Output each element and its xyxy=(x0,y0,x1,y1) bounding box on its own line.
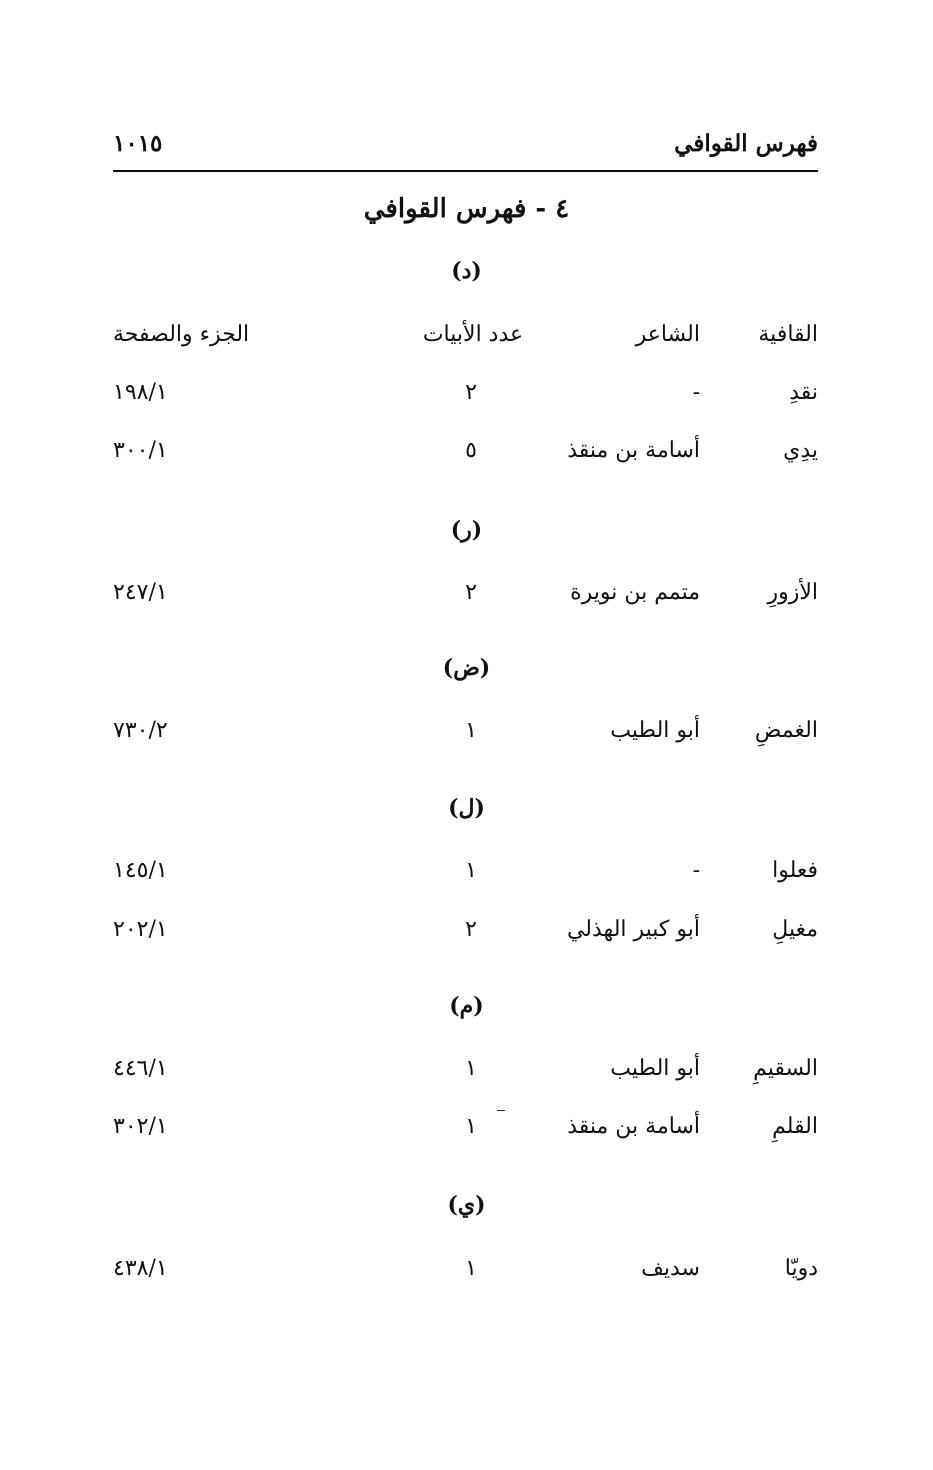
table-row xyxy=(113,718,818,754)
volume-page-cell: ٤٣٨/١ xyxy=(113,1256,168,1281)
poet-cell: - xyxy=(692,858,700,883)
table-row xyxy=(113,917,818,953)
rhyme-cell: فعلوا xyxy=(772,858,818,883)
rhyme-cell: القلمِ xyxy=(772,1114,818,1139)
rhyme-cell: السقيمِ xyxy=(753,1056,818,1081)
verse-count-cell: ١ xyxy=(465,858,477,883)
stray-ink-mark xyxy=(497,1110,505,1111)
page-number: ١٠١٥ xyxy=(113,130,163,157)
volume-page-cell: ١٤٥/١ xyxy=(113,858,168,883)
rhyme-cell: الغمضِ xyxy=(754,718,818,743)
table-row xyxy=(113,1114,818,1150)
letter-heading-ra: (ر) xyxy=(450,517,483,543)
column-header-poet: الشاعر xyxy=(635,322,700,347)
letter-heading-ya: (ي) xyxy=(447,1192,486,1218)
rhyme-cell: نقدِ xyxy=(789,380,818,405)
rhyme-cell: مغيلِ xyxy=(772,917,818,942)
volume-page-cell: ٣٠٢/١ xyxy=(113,1114,168,1139)
table-row xyxy=(113,1056,818,1092)
column-header-volume-page: الجزء والصفحة xyxy=(113,322,250,347)
poet-cell: أبو الطيب xyxy=(610,718,700,743)
section-title: ٤ - فهرس القوافي xyxy=(363,194,570,224)
table-row xyxy=(113,380,818,416)
verse-count-cell: ١ xyxy=(465,1114,477,1139)
volume-page-cell: ٢٠٢/١ xyxy=(113,917,168,942)
verse-count-cell: ٢ xyxy=(465,380,477,405)
letter-heading-lam: (ل) xyxy=(448,795,485,821)
verse-count-cell: ١ xyxy=(465,1056,477,1081)
column-header-verse-count: عدد الأبيات xyxy=(422,322,524,347)
rhyme-cell: الأزورِ xyxy=(767,580,818,605)
verse-count-cell: ١ xyxy=(465,1256,477,1281)
letter-heading-dal: (د) xyxy=(451,258,482,284)
verse-count-cell: ٥ xyxy=(465,438,477,463)
poet-cell: أبو الطيب xyxy=(610,1056,700,1081)
table-row xyxy=(113,438,818,474)
poet-cell: متمم بن نويرة xyxy=(570,580,700,605)
verse-count-cell: ٢ xyxy=(465,580,477,605)
poet-cell: - xyxy=(692,380,700,405)
volume-page-cell: ٧٣٠/٢ xyxy=(113,718,168,743)
letter-heading-dad: (ض) xyxy=(442,655,491,681)
volume-page-cell: ٣٠٠/١ xyxy=(113,438,168,463)
volume-page-cell: ١٩٨/١ xyxy=(113,380,168,405)
table-row xyxy=(113,1256,818,1292)
table-row xyxy=(113,580,818,616)
header-rule xyxy=(113,170,818,172)
verse-count-cell: ٢ xyxy=(465,917,477,942)
running-title: فهرس القوافي xyxy=(674,130,818,157)
column-headers xyxy=(113,322,818,358)
running-header xyxy=(113,126,818,166)
rhyme-cell: يدِي xyxy=(783,438,818,463)
poet-cell: سديف xyxy=(641,1256,700,1281)
poet-cell: أبو كبير الهذلي xyxy=(566,917,700,942)
poet-cell: أسامة بن منقذ xyxy=(567,438,700,463)
rhyme-cell: دويّا xyxy=(784,1256,818,1281)
volume-page-cell: ٤٤٦/١ xyxy=(113,1056,168,1081)
table-row xyxy=(113,858,818,894)
verse-count-cell: ١ xyxy=(465,718,477,743)
poet-cell: أسامة بن منقذ xyxy=(567,1114,700,1139)
letter-heading-mim: (م) xyxy=(449,993,484,1019)
column-header-rhyme: القافية xyxy=(758,322,818,347)
volume-page-cell: ٢٤٧/١ xyxy=(113,580,168,605)
